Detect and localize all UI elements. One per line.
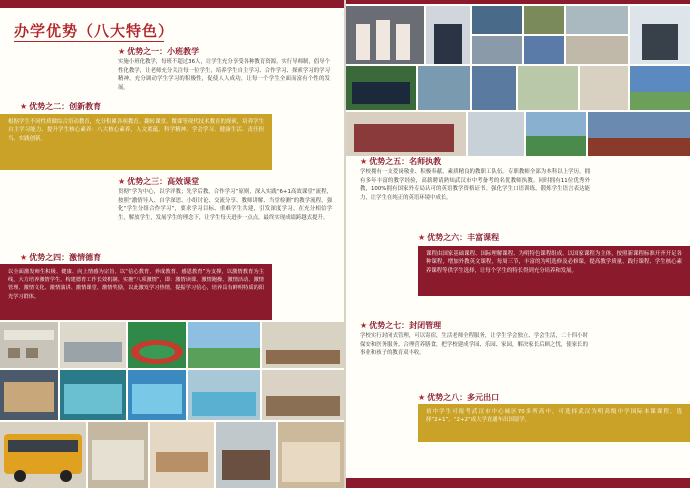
top-accent-bar xyxy=(346,0,690,4)
section-heading-6: ★ 优势之六：丰富课程 xyxy=(418,233,500,242)
star-icon: ★ xyxy=(360,321,368,330)
section-box-4: 以全面激发师生积极、健康、向上情感为宗旨，以“信心教育、养成教育、感恩教育”为支撑，以激情教育为主线，大力培养激情学生，构建德育工作长效机制。实施“八项激情”，即：激情读课、激情跑操、激情活动、激情管理、激情文化、激情演讲、激情课堂、激情奖励，以此激发学习热情，提振学习信心，培养具有鲜明特质的阳光学习群体。 xyxy=(0,264,272,320)
right-page xyxy=(346,0,690,488)
section-heading-5: ★ 优势之五：名师执教 xyxy=(360,157,442,166)
section-heading-7: ★ 优势之七：封闭管理 xyxy=(360,321,442,330)
star-icon: ★ xyxy=(418,393,426,402)
star-icon: ★ xyxy=(360,157,368,166)
star-icon: ★ xyxy=(20,102,28,111)
student-photo-collage xyxy=(346,6,690,156)
section-heading-4: ★ 优势之四：激情德育 xyxy=(20,253,102,262)
star-icon: ★ xyxy=(118,47,126,56)
section-box-2: 根据学生不同性质做综合语动教育，充分积累各项教育。翻转课堂、微课等现代技术教育的探索，培养学生自主学习能力、提升学生核心素养：八大核心素养，人文底蕴、科学精神、学会学习、健康生活、责任担当、实践创新。 xyxy=(0,114,272,170)
star-icon: ★ xyxy=(418,233,426,242)
star-icon: ★ xyxy=(118,177,126,186)
title-underline xyxy=(14,41,164,42)
section-box-8: 初中学生可报考武汉市中心城区70多所高中，可选择武汉为明高级中学国际本课课程，选择“2+1”、“2+2”成大学直通车出国留学。 xyxy=(418,404,690,442)
campus-photos-illustration xyxy=(0,322,344,488)
section-box-6: 课程由国家基础课程、国际理解课程、为明特色课程组成。以国家课程为主体，按照新课程标准开齐开足各种课程，增加外教英文课程，每周三节，丰富的为明选修及必修课，提高教学质量、践行课程、学生核心素养课程等供学生选择，让每个学生的特长得到充分培养和发展。 xyxy=(418,246,690,296)
left-page xyxy=(0,0,344,488)
page-title: 办学优势（八大特色） xyxy=(14,22,175,40)
campus-photo-grid xyxy=(0,322,344,488)
section-heading-1: ★ 优势之一：小班教学 xyxy=(118,47,200,56)
section-heading-2: ★ 优势之二：创新教育 xyxy=(20,102,102,111)
top-accent-bar xyxy=(0,0,344,8)
bottom-accent-bar xyxy=(346,478,690,488)
section-body-7: 学校实行封闭式管理，可以寄宿，生活老师全程服务，让学生学会独立、学会生活，二十四小时保安和医务服务、合理营养膳食，把学校建成学园、乐园、家园，解决家长后顾之忧，使家长的事业和孩子的教育双丰收。 xyxy=(360,333,588,357)
star-icon: ★ xyxy=(20,253,28,262)
student-photos-illustration xyxy=(346,6,690,156)
section-body-1: 实施小班化教学，每班不超过36人，让学生充分享受各种教育资源。实行导师制，倡导个性化教学，让老师充分关注每一位学生，培养学生自主学习、合作学习、探索学习的学习精神，充分调动学生学习的积极性，促使人人成功，让每一个学生全面而富有个性的发展。 xyxy=(118,59,330,91)
section-body-3: 贯彻“学为中心，以学评教；先学后教，合作学习”原则，深入实践“6+1高效课堂”流程，按照“激情导入、自学深思、小组讨论、交流分享、教师讲解、当堂检测”的教学流程，强化“学生分组合作学习”，要求学习目标、重难学生共建，引发深度学习。在充分相信学生，解放学生，发展学生的理念下，让学生每天进步一点点，最终实现成绩跨越式提升。 xyxy=(118,189,332,221)
section-heading-8: ★ 优势之八：多元出口 xyxy=(418,393,500,402)
section-body-5: 学校拥有一支爱岗敬业、积极奉献、素质精良的教职工队伍。专职教师全部为本科以上学历，拥有多年丰富的教学经验，高薪聘请熟知武汉市中考备考的名优教师执教。同时拥有11位优秀外教，100%拥有国家外专局认可的英语教学资格证书。强化学生口语训练，锻炼学生语言表达能力，让学生在纯正的英语环境中成长。 xyxy=(360,169,590,201)
section-heading-3: ★ 优势之三：高效课堂 xyxy=(118,177,200,186)
